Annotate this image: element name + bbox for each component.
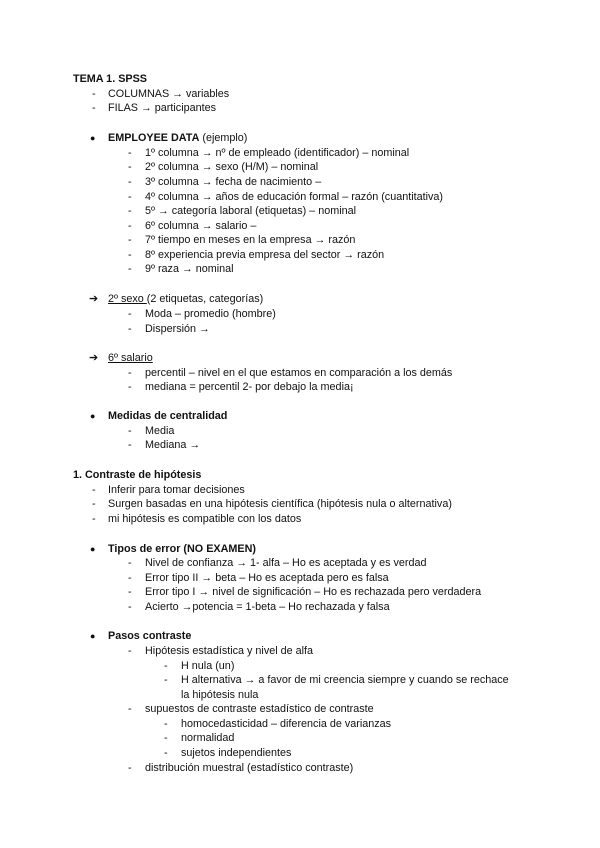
pasos-subitem: homocedasticidad – diferencia de varianzas	[181, 718, 392, 730]
tema1-item-filas: FILAS → participantes	[108, 102, 217, 114]
dash-marker: -	[128, 220, 132, 232]
contraste-heading: 1. Contraste de hipótesis	[73, 469, 202, 481]
dash-marker: -	[92, 498, 96, 510]
bullet-marker: ●	[90, 133, 96, 143]
employee-item: 5º → categoría laboral (etiquetas) – nominal	[145, 205, 356, 217]
employee-item: 4º columna → años de educación formal – razón (cuantitativa)	[145, 191, 444, 203]
contraste-item: mi hipótesis es compatible con los datos	[108, 513, 302, 525]
dash-marker: -	[92, 102, 96, 114]
bullet-marker: ●	[90, 544, 96, 554]
dash-marker: -	[128, 762, 132, 774]
centralidad-item: Mediana →	[145, 439, 201, 451]
errores-title: Tipos de error (NO EXAMEN)	[108, 543, 256, 555]
errores-item: Error tipo II → beta – Ho es aceptada pero es falsa	[145, 572, 389, 584]
salario-title: 6º salario	[108, 352, 153, 364]
employee-item: 1º columna → nº de empleado (identificador) – nominal	[145, 147, 410, 159]
bullet-marker: ●	[90, 411, 96, 421]
pasos-subitem: normalidad	[181, 732, 235, 744]
employee-item: 2º columna → sexo (H/M) – nominal	[145, 161, 319, 173]
employee-title-text: EMPLOYEE DATA	[108, 132, 200, 144]
employee-item: 6º columna → salario –	[145, 220, 257, 232]
centralidad-title: Medidas de centralidad	[108, 410, 228, 422]
centralidad-item: Media	[145, 425, 175, 437]
dash-marker: -	[128, 601, 132, 613]
dash-marker: -	[164, 674, 168, 686]
sexo-item: Moda – promedio (hombre)	[145, 308, 276, 320]
dash-marker: -	[164, 660, 168, 672]
employee-title-note: (ejemplo)	[199, 132, 248, 144]
pasos-title: Pasos contraste	[108, 630, 192, 642]
dash-marker: -	[128, 147, 132, 159]
errores-item: Nivel de confianza → 1- alfa – Ho es aceptada y es verdad	[145, 557, 427, 569]
tema1-item-columnas: COLUMNAS → variables	[108, 88, 230, 100]
pasos-item-hipotesis: Hipótesis estadística y nivel de alfa	[145, 645, 314, 657]
arrow-marker: ➔	[89, 352, 99, 364]
employee-item: 7º tiempo en meses en la empresa → razón	[145, 234, 356, 246]
dash-marker: -	[128, 249, 132, 261]
dash-marker: -	[164, 718, 168, 730]
dash-marker: -	[164, 747, 168, 759]
dash-marker: -	[128, 703, 132, 715]
dash-marker: -	[128, 572, 132, 584]
employee-title	[108, 131, 247, 145]
dash-marker: -	[128, 381, 132, 393]
pasos-subitem: H alternativa → a favor de mi creencia siempre y cuando se rechace	[181, 674, 509, 686]
contraste-item: Inferir para tomar decisiones	[108, 484, 245, 496]
dash-marker: -	[128, 161, 132, 173]
dash-marker: -	[128, 323, 132, 335]
sexo-title	[108, 292, 263, 306]
arrow-marker: ➔	[89, 293, 99, 305]
dash-marker: -	[92, 513, 96, 525]
dash-marker: -	[92, 484, 96, 496]
errores-item: Error tipo I → nivel de significación – Ho es rechazada pero verdadera	[145, 586, 482, 598]
dash-marker: -	[128, 234, 132, 246]
errores-item: Acierto →potencia = 1-beta – Ho rechazada y falsa	[145, 601, 390, 613]
dash-marker: -	[128, 439, 132, 451]
employee-item: 8º experiencia previa empresa del sector → razón	[145, 249, 385, 261]
pasos-item-supuestos: supuestos de contraste estadístico de contraste	[145, 703, 374, 715]
dash-marker: -	[128, 425, 132, 437]
contraste-item: Surgen basadas en una hipótesis científica (hipótesis nula o alternativa)	[108, 498, 452, 510]
dash-marker: -	[128, 586, 132, 598]
dash-marker: -	[128, 645, 132, 657]
dash-marker: -	[128, 557, 132, 569]
salario-item: percentil – nivel en el que estamos en comparación a los demás	[145, 367, 453, 379]
dash-marker: -	[128, 191, 132, 203]
dash-marker: -	[128, 367, 132, 379]
dash-marker: -	[128, 263, 132, 275]
dash-marker: -	[128, 308, 132, 320]
pasos-subitem: sujetos independientes	[181, 747, 292, 759]
pasos-item-distribucion: distribución muestral (estadístico contraste)	[145, 762, 354, 774]
dash-marker: -	[128, 176, 132, 188]
bullet-marker: ●	[90, 631, 96, 641]
sexo-item: Dispersión →	[145, 323, 210, 335]
employee-item: 9º raza → nominal	[145, 263, 234, 275]
dash-marker: -	[92, 88, 96, 100]
dash-marker: -	[128, 205, 132, 217]
tema1-heading: TEMA 1. SPSS	[73, 73, 147, 85]
sexo-title-note: (2 etiquetas, categorías)	[146, 293, 264, 305]
dash-marker: -	[164, 732, 168, 744]
pasos-subitem-continuation: la hipótesis nula	[181, 689, 259, 701]
employee-item: 3º columna → fecha de nacimiento –	[145, 176, 322, 188]
pasos-subitem: H nula (un)	[181, 660, 235, 672]
salario-item: mediana = percentil 2- por debajo la media¡	[145, 381, 354, 393]
sexo-title-text: 2º sexo	[108, 293, 147, 305]
